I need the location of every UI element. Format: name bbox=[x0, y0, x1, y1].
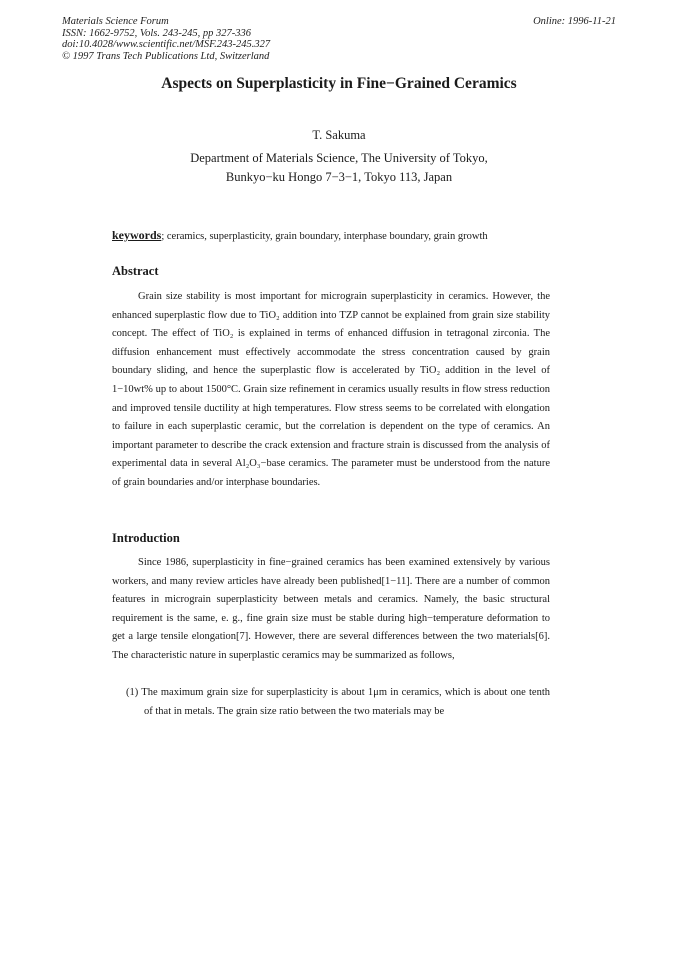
introduction-heading: Introduction bbox=[112, 531, 180, 545]
abstract-text: Grain size stability is most important for micrograin superplasticity in ceramics. However, the enhanced superplastic flow due to TiO₂ addition into TZP cannot be explained from grain size stability concept. The effect of TiO₂ is explained in terms of enhanced diffusion in tetragonal zirconia. The diffusion enhancement must effectively accommodate the stress concentration caused by grain boundary sliding, and hence the superplastic flow is accelerated by TiO₂ addition in the level of 1−10wt% up to about 1500°C. Grain size refinement in ceramics usually results in flow stress reduction and improved tensile ductility at high temperatures. Flow stress seems to be correlated with elongation to failure in each superplastic ceramic, but the correlation is dependent on the type of ceramics. An important parameter to describe the crack extension and fracture strain is discussed from the analysis of experimental data in several Al₂O₃−base ceramics. The parameter must be understood from the nature of grain boundaries and/or interphase boundaries. bbox=[112, 291, 550, 488]
author-name: T. Sakuma bbox=[312, 128, 366, 142]
paper-title: Aspects on Superplasticity in Fine−Grained Ceramics bbox=[161, 75, 517, 92]
copyright: © 1997 Trans Tech Publications Ltd, Switzerland bbox=[62, 50, 270, 62]
abstract-heading: Abstract bbox=[112, 264, 159, 278]
affiliation-line-2: Bunkyo−ku Hongo 7−3−1, Tokyo 113, Japan bbox=[225, 170, 453, 184]
journal-name: Materials Science Forum bbox=[62, 16, 169, 27]
affiliation-line-1: Department of Materials Science, The University of Tokyo, bbox=[190, 151, 488, 165]
journal-header bbox=[62, 16, 270, 62]
keywords-text: ; ceramics, superplasticity, grain boundary, interphase boundary, grain growth bbox=[161, 231, 488, 242]
online-date: Online: 1996-11-21 bbox=[533, 16, 616, 27]
issn: ISSN: 1662-9752, Vols. 243-245, pp 327-336 bbox=[62, 27, 251, 39]
keywords bbox=[112, 228, 488, 243]
introduction-text: Since 1986, superplasticity in fine−grained ceramics has been examined extensively by various workers, and many review articles have already been published[1−11]. There are a number of common features in micrograin superplasticity between metals and ceramics. Namely, the basic structural requirement is the same, e. g., fine grain size must be stable during high−temperature deformation to get a large tensile elongation[7]. However, there are several differences between the two materials[6]. The characteristic nature in superplastic ceramics may be summarized as follows, bbox=[112, 557, 550, 661]
keywords-label: keywords bbox=[112, 228, 162, 242]
doi: doi:10.4028/www.scientific.net/MSF.243-245.327 bbox=[62, 39, 271, 50]
list-item: (1) The maximum grain size for superplasticity is about 1μm in ceramics, which is about one tenth of that in metals. The grain size ratio between the two materials may be bbox=[126, 687, 550, 717]
